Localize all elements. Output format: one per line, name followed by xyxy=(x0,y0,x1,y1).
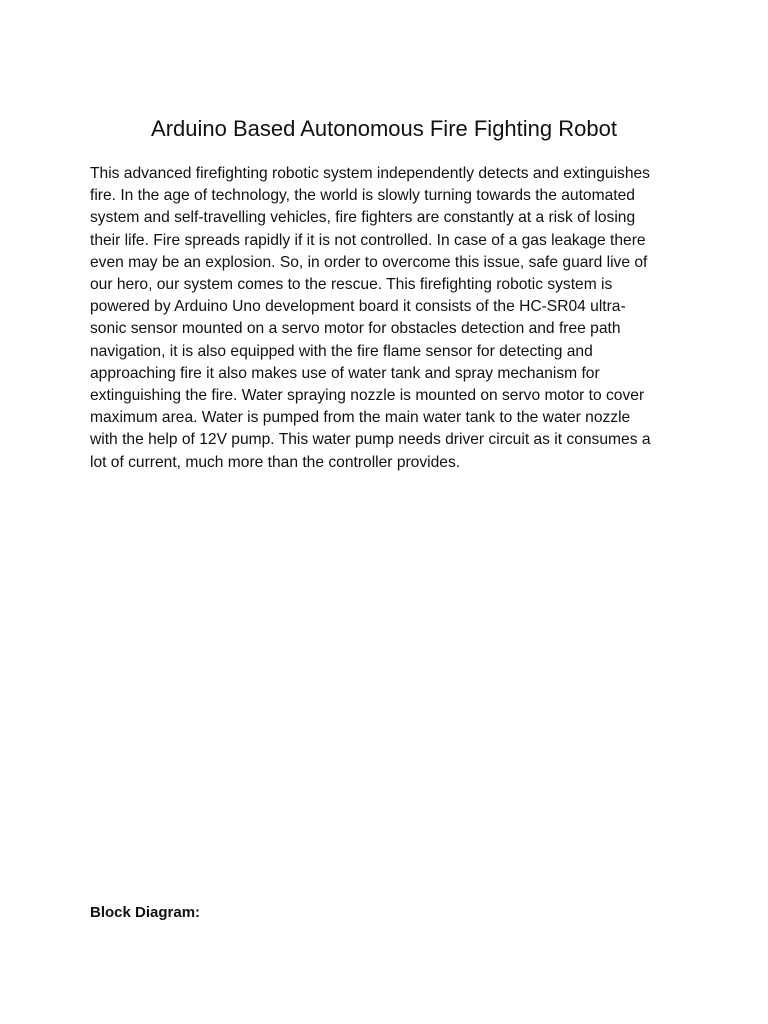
body-line: navigation, it is also equipped with the fire flame sensor for detecting and xyxy=(90,342,593,360)
body-line: our hero, our system comes to the rescue. This firefighting robotic system is xyxy=(90,276,613,294)
body-line: approaching fire it also makes use of water tank and spray mechanism for xyxy=(90,364,600,382)
body-paragraph xyxy=(90,163,680,474)
body-line: powered by Arduino Uno development board it consists of the HC-SR04 ultra- xyxy=(90,298,626,316)
body-line: fire. In the age of technology, the world is slowly turning towards the automated xyxy=(90,187,635,205)
body-line: lot of current, much more than the controller provides. xyxy=(90,453,461,471)
body-line: system and self-travelling vehicles, fire fighters are constantly at a risk of losing xyxy=(90,209,636,227)
document-title: Arduino Based Autonomous Fire Fighting Robot xyxy=(151,116,617,141)
body-line: extinguishing the fire. Water spraying nozzle is mounted on servo motor to cover xyxy=(90,387,645,405)
body-line: their life. Fire spreads rapidly if it is not controlled. In case of a gas leakage there xyxy=(90,231,646,249)
block-diagram-heading: Block Diagram: xyxy=(90,904,201,921)
body-line: maximum area. Water is pumped from the main water tank to the water nozzle xyxy=(90,409,631,427)
body-line: even may be an explosion. So, in order to overcome this issue, safe guard live of xyxy=(90,253,648,271)
body-line: with the help of 12V pump. This water pump needs driver circuit as it consumes a xyxy=(90,431,651,449)
body-line: sonic sensor mounted on a servo motor for obstacles detection and free path xyxy=(90,320,621,338)
body-line: This advanced firefighting robotic system independently detects and extinguishes xyxy=(90,165,650,182)
